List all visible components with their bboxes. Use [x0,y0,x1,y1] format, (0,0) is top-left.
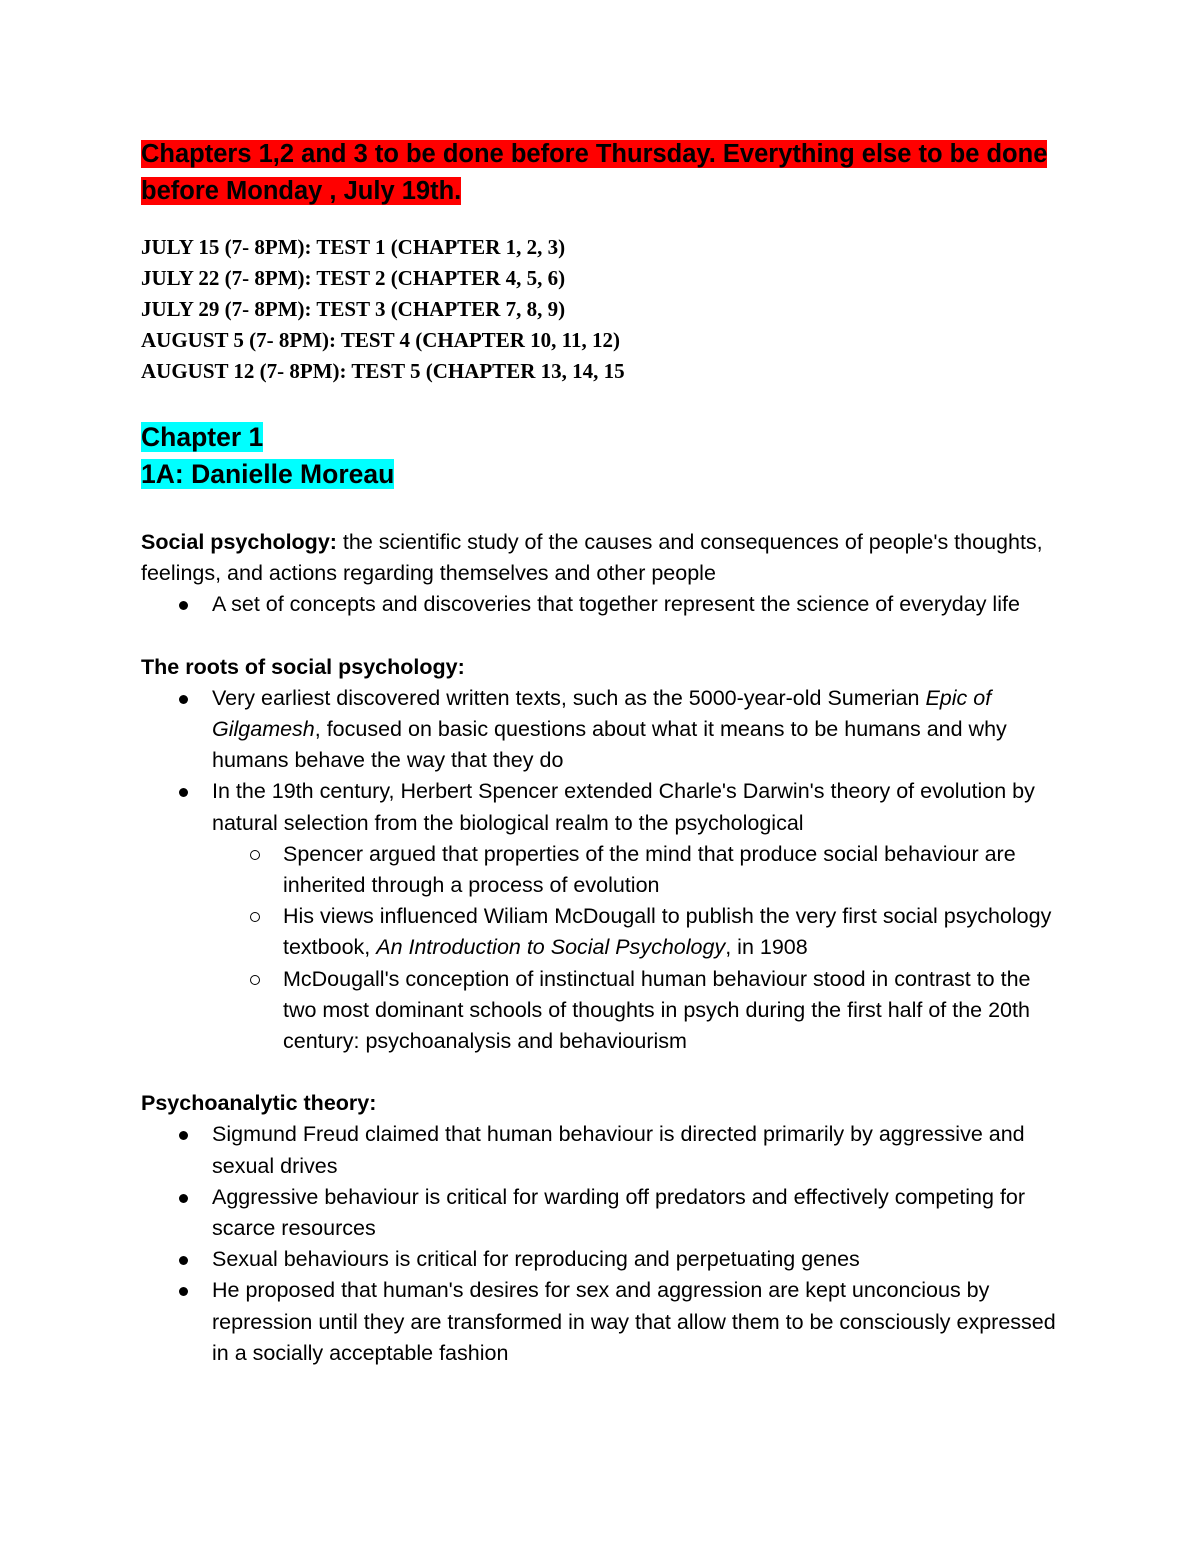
test-schedule [141,232,1061,387]
list-item: Aggressive behaviour is critical for warding off predators and effectively competing for scarce resources [141,1182,1061,1244]
bullet-list [141,1119,1061,1369]
list-item [141,683,1061,777]
schedule-line: JULY 15 (7- 8PM): TEST 1 (CHAPTER 1, 2, 3) [141,235,566,259]
list-item: Sigmund Freud claimed that human behaviour is directed primarily by aggressive and sexual drives [141,1119,1061,1181]
bullet-list [141,589,1061,620]
psychoanalytic-section [141,1088,1061,1369]
sub-list-item: McDougall's conception of instinctual human behaviour stood in contrast to the two most dominant schools of thoughts in psych during the first half of the 20th century: psychoanalysis and behaviourism [212,964,1061,1058]
term-definition: the scientific study of the causes and consequences of people's thoughts, feelings, and actions regarding themselves and other people [141,530,1043,586]
text-span: , focused on basic questions about what it means to be humans and why humans behave the way that they do [212,717,1007,773]
list-item: Sexual behaviours is critical for reproducing and perpetuating genes [141,1244,1061,1275]
text-span: , in 1908 [725,935,808,960]
section-title: The roots of social psychology: [141,654,465,679]
roots-section [141,652,1061,1058]
schedule-line: JULY 29 (7- 8PM): TEST 3 (CHAPTER 7, 8, 9) [141,297,566,321]
schedule-line: AUGUST 12 (7- 8PM): TEST 5 (CHAPTER 13, 14, 15 [141,359,625,383]
schedule-line: JULY 22 (7- 8PM): TEST 2 (CHAPTER 4, 5, 6) [141,266,566,290]
italic-title: Epic of Gilgamesh [212,685,992,742]
deadline-notice [141,136,1061,210]
sub-bullet-list [212,839,1061,1057]
list-item: A set of concepts and discoveries that together represent the science of everyday life [141,589,1061,620]
document-content [141,136,1061,1369]
bullet-list [141,683,1061,1057]
text-span: In the 19th century, Herbert Spencer extended Charle's Darwin's theory of evolution by natural selection from the biological realm to the psychological [212,779,1035,835]
definition-paragraph [141,527,1061,589]
chapter-subtitle: 1A: Danielle Moreau [141,459,395,489]
chapter-title: Chapter 1 [141,422,264,452]
section-title: Psychoanalytic theory: [141,1091,377,1116]
schedule-line: AUGUST 5 (7- 8PM): TEST 4 (CHAPTER 10, 11, 12) [141,328,620,352]
text-span: His views influenced Wiliam McDougall to publish the very first social psychology textbook, [283,904,1052,960]
social-psychology-section [141,527,1061,621]
sub-list-item [212,901,1061,963]
list-item: He proposed that human's desires for sex and aggression are kept unconcious by repression until they are transformed in way that allow them to be consciously expressed in a socially acceptable fashion [141,1275,1061,1369]
italic-title: An Introduction to Social Psychology [376,935,726,960]
list-item [141,776,1061,1057]
term-label: Social psychology: [141,530,337,554]
deadline-notice-text: Chapters 1,2 and 3 to be done before Thursday. Everything else to be done before Monday , July 19th. [141,140,1048,205]
text-span: Very earliest discovered written texts, such as the 5000-year-old Sumerian [212,685,926,710]
sub-list-item: Spencer argued that properties of the mind that produce social behaviour are inherited through a process of evolution [212,839,1061,901]
chapter-heading [141,419,1061,493]
